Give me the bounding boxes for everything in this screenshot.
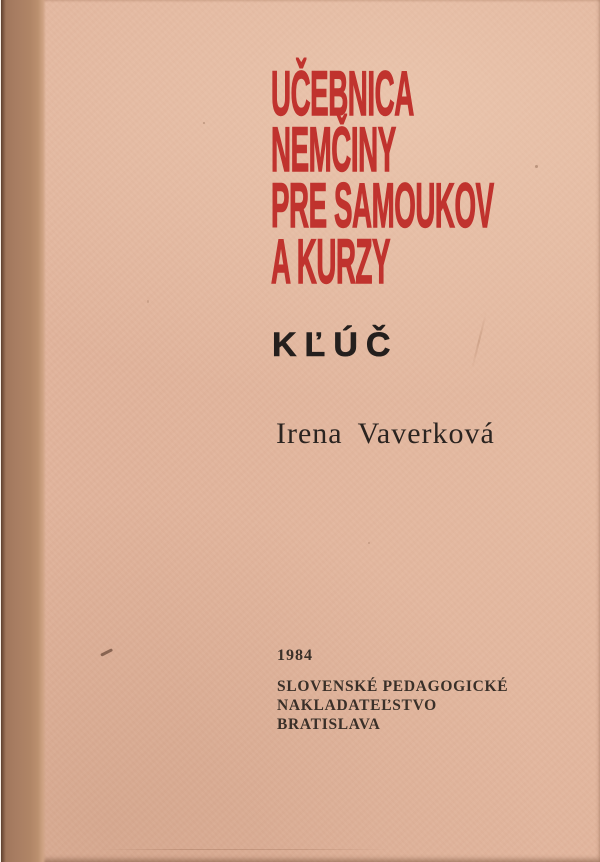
title-line-3: PRE SAMOUKOV (271, 171, 494, 241)
paper-crease (100, 849, 390, 850)
publisher-line-3: BRATISLAVA (277, 716, 381, 733)
title-line-2: NEMČINY (271, 115, 396, 185)
imprint-block (277, 647, 508, 734)
spine-shadow-strip (0, 0, 46, 862)
author-name: Irena Vaverková (276, 417, 495, 450)
paper-speck (147, 300, 149, 303)
subtitle-kluc: KĽÚČ (272, 326, 399, 364)
title-line-4: A KURZY (271, 227, 391, 297)
book-title (271, 59, 600, 297)
paper-speck (535, 165, 538, 168)
paper-crease (471, 313, 487, 370)
publication-year: 1984 (277, 647, 313, 664)
publisher-line-1: SLOVENSKÉ PEDAGOGICKÉ (277, 678, 509, 695)
paper-speck (203, 122, 205, 124)
paper-speck (368, 542, 370, 544)
paper-speck (100, 648, 113, 656)
publisher-line-2: NAKLADATEĽSTVO (277, 697, 437, 714)
title-line-1: UČEBNICA (271, 59, 414, 129)
